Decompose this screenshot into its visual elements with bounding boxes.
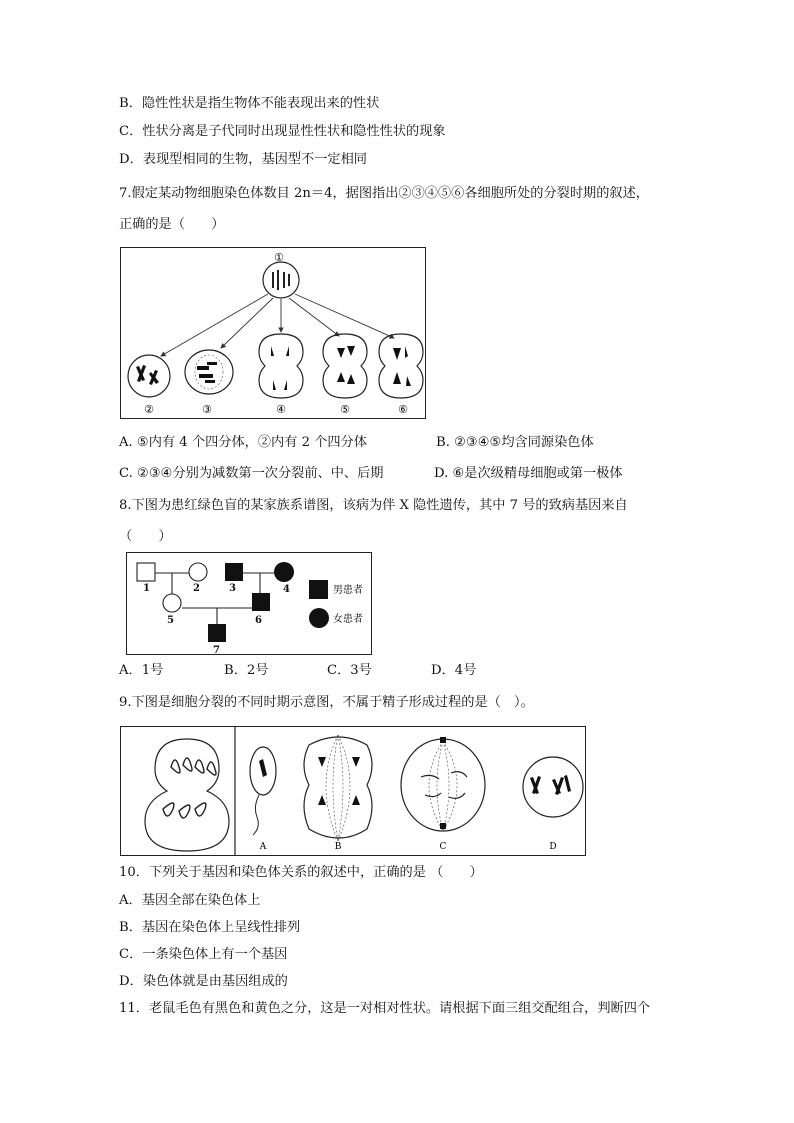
pedigree-number-6: 6: [255, 615, 262, 626]
individual-1-male-normal: [137, 563, 155, 581]
q10-option-c: C．一条染色体上有一个基因: [119, 947, 288, 962]
division-arrows: [161, 294, 394, 356]
q7-option-a: A. ⑤内有 4 个四分体，②内有 2 个四分体: [119, 435, 367, 450]
q10-option-b: B．基因在染色体上呈线性排列: [119, 920, 301, 935]
q10-option-d: D．染色体就是由基因组成的: [119, 974, 288, 989]
cell-1-chromosomes: [273, 270, 289, 290]
q7-label-4: ④: [276, 403, 286, 416]
q7-option-c: C. ②③④分别为减数第一次分裂前、中、后期: [119, 466, 384, 481]
individual-2-female-normal: [189, 563, 207, 581]
pedigree-number-5: 5: [167, 615, 174, 626]
q10-stem: 10．下列关于基因和染色体关系的叙述中，正确的是 （ ）: [119, 865, 483, 880]
individual-7-male-affected: [208, 624, 226, 642]
q9-cell-b: [304, 737, 372, 838]
q6-option-c: C．性状分离是子代同时出现显性性状和隐性性状的现象: [119, 124, 446, 139]
q11-stem: 11．老鼠毛色有黑色和黄色之分，这是一对相对性状。请根据下面三组交配组合，判断四个: [119, 1001, 651, 1016]
legend-female-symbol: [309, 608, 329, 628]
pedigree-number-3: 3: [229, 583, 236, 594]
individual-3-male-affected: [225, 563, 243, 581]
q7-label-2: ②: [144, 403, 154, 416]
cell-1-membrane: [263, 262, 299, 298]
cell-6-membrane: [379, 334, 423, 398]
q9-cell-c: [401, 739, 485, 831]
q9-label-c: C: [439, 842, 447, 852]
q9-label-a: A: [259, 842, 267, 852]
pedigree-number-2: 2: [193, 583, 200, 594]
q10-option-a: A．基因全部在染色体上: [119, 893, 261, 908]
q8-option-b: B．2号: [224, 663, 269, 678]
cell-4-chromosomes: [271, 346, 289, 390]
legend-male-symbol: [309, 580, 328, 599]
individual-5-female-normal: [163, 594, 181, 612]
q7-figure-drawing: [121, 248, 425, 418]
cell-5-membrane: [323, 334, 367, 398]
q9-cell-division-figure: [120, 726, 586, 856]
cell-3-membrane: [185, 350, 233, 394]
q8-stem-line2: （ ）: [119, 529, 172, 544]
q7-cell-division-figure: [120, 247, 426, 419]
cell-6-chromosomes: [393, 346, 411, 386]
cell-2-chromosomes: [136, 365, 159, 385]
q7-stem-line1: 7.假定某动物细胞染色体数目 2n＝4，据图指出②③④⑤⑥各细胞所处的分裂时期的叙述，: [119, 186, 649, 201]
q7-label-5: ⑤: [340, 403, 350, 416]
q8-stem-line1: 8.下图为患红绿色盲的某家族系谱图，该病为伴 X 隐性遗传，其中 7 号的致病基因来自: [119, 498, 628, 513]
individual-4-female-affected: [274, 562, 294, 582]
cell-2-membrane: [128, 355, 170, 397]
legend-male-label: 男患者: [333, 585, 363, 596]
pedigree-number-7: 7: [213, 645, 220, 654]
q8-option-c: C．3号: [327, 663, 372, 678]
q7-label-3: ③: [202, 403, 212, 416]
cell-4-membrane: [259, 334, 303, 398]
q7-label-6: ⑥: [398, 403, 408, 416]
q8-option-d: D．4号: [431, 663, 477, 678]
pedigree-number-4: 4: [283, 584, 290, 595]
q9-figure-drawing: [121, 727, 585, 855]
q9-unlabeled-cell: [145, 739, 229, 851]
q7-stem-line2: 正确的是（ ）: [119, 217, 225, 232]
q6-option-d: D．表现型相同的生物，基因型不一定相同: [119, 152, 367, 167]
individual-6-male-affected: [252, 593, 270, 611]
q6-option-b: B．隐性性状是指生物体不能表现出来的性状: [119, 96, 380, 111]
cell-5-chromosomes: [337, 346, 355, 384]
cell-3-chromosomes: [197, 362, 217, 383]
pedigree-number-1: 1: [143, 583, 150, 594]
q8-option-a: A．1号: [119, 663, 164, 678]
q7-option-b: B. ②③④⑤均含同源染色体: [436, 435, 594, 450]
q9-label-d: D: [549, 842, 557, 852]
legend-female-label: 女患者: [333, 614, 363, 625]
q8-pedigree-chart: [126, 552, 372, 655]
q7-option-d: D. ⑥是次级精母细胞或第一极体: [434, 466, 623, 481]
q9-label-b: B: [334, 842, 342, 852]
q7-label-1: ①: [274, 251, 284, 264]
q9-stem: 9.下图是细胞分裂的不同时期示意图，不属于精子形成过程的是（ ）。: [119, 695, 534, 710]
q9-cell-d: [523, 757, 583, 817]
q8-pedigree-drawing: [127, 553, 371, 654]
